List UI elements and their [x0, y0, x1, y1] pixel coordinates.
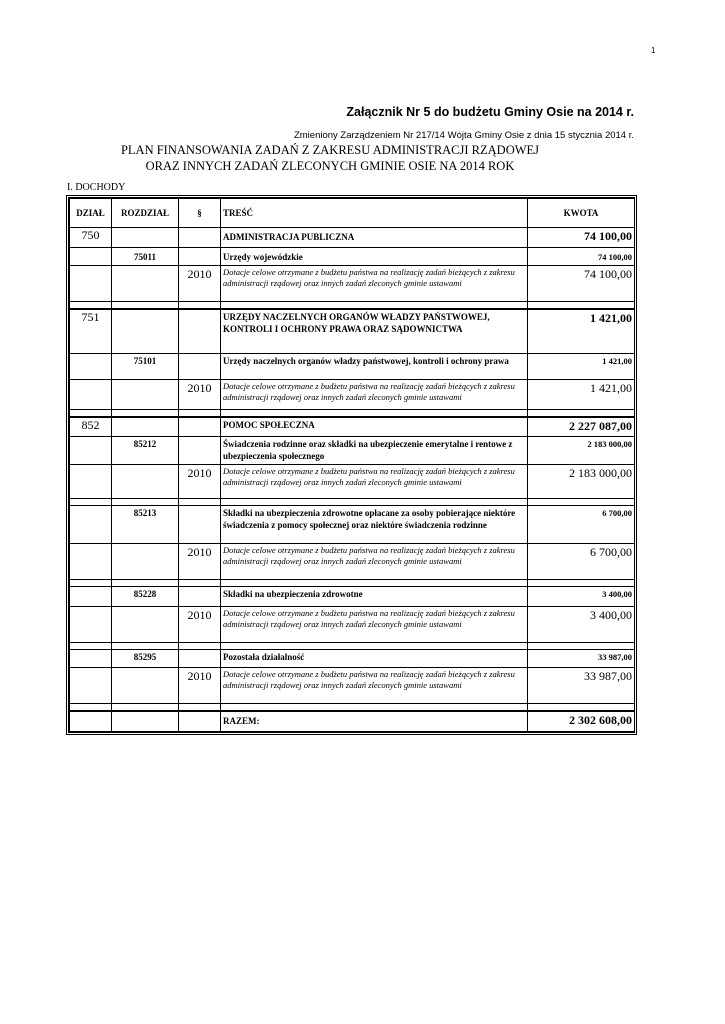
paragraf-row — [70, 465, 635, 499]
paragraf-description: Dotacje celowe otrzymane z budżetu państwa na realizację zadań bieżących z zakresu administracji rządowej oraz innych zadań zleconych gminie ustawami — [221, 465, 528, 499]
amendment-note: Zmieniony Zarządzeniem Nr 217/14 Wójta Gminy Osie z dnia 15 stycznia 2014 r. — [293, 130, 634, 141]
dzial-name: URZĘDY NACZELNYCH ORGANÓW WŁADZY PAŃSTWOWEJ, KONTROLI I OCHRONY PRAWA ORAZ SĄDOWNICTWA — [221, 309, 528, 353]
rozdzial-amount: 33 987,00 — [528, 650, 635, 668]
rozdzial-code: 75011 — [112, 248, 179, 266]
paragraf-row — [70, 607, 635, 643]
spacer-row — [70, 409, 635, 417]
rozdzial-name: Urzędy naczelnych organów władzy państwowej, kontroli i ochrony prawa — [221, 353, 528, 379]
header-kwota: KWOTA — [528, 199, 635, 228]
paragraf-amount: 33 987,00 — [528, 668, 635, 704]
paragraf-amount: 74 100,00 — [528, 266, 635, 302]
dzial-code: 751 — [70, 309, 112, 353]
rozdzial-amount: 3 400,00 — [528, 587, 635, 607]
table-header-row — [70, 199, 635, 228]
paragraf-amount: 2 183 000,00 — [528, 465, 635, 499]
paragraf-row — [70, 668, 635, 704]
rozdzial-amount: 2 183 000,00 — [528, 437, 635, 465]
paragraf-code: 2010 — [179, 379, 221, 409]
dzial-row — [70, 309, 635, 353]
paragraf-row — [70, 266, 635, 302]
rozdzial-name: Składki na ubezpieczenia zdrowotne opłacane za osoby pobierające niektóre świadczenia z pomocy społecznej oraz niektóre świadczenia rodzinne — [221, 506, 528, 544]
dzial-amount: 1 421,00 — [528, 309, 635, 353]
plan-title — [60, 142, 600, 174]
rozdzial-name: Świadczenia rodzinne oraz składki na ubezpieczenie emerytalne i rentowe z ubezpieczenia społecznego — [221, 437, 528, 465]
paragraf-row — [70, 544, 635, 580]
spacer-row — [70, 580, 635, 587]
paragraf-description: Dotacje celowe otrzymane z budżetu państwa na realizację zadań bieżących z zakresu administracji rządowej oraz innych zadań zleconych gminie ustawami — [221, 668, 528, 704]
paragraf-description: Dotacje celowe otrzymane z budżetu państwa na realizację zadań bieżących z zakresu administracji rządowej oraz innych zadań zleconych gminie ustawami — [221, 379, 528, 409]
spacer-row — [70, 499, 635, 506]
plan-title-line-2: ORAZ INNYCH ZADAŃ ZLECONYCH GMINIE OSIE NA 2014 ROK — [145, 159, 515, 173]
spacer-row — [70, 643, 635, 650]
rozdzial-amount: 1 421,00 — [528, 353, 635, 379]
rozdzial-name: Pozostała działalność — [221, 650, 528, 668]
budget-table — [66, 195, 637, 735]
plan-title-line-1: PLAN FINANSOWANIA ZADAŃ Z ZAKRESU ADMINISTRACJI RZĄDOWEJ — [120, 143, 540, 157]
section-label: I. DOCHODY — [67, 182, 126, 193]
dzial-amount: 2 227 087,00 — [528, 417, 635, 437]
rozdzial-name: Składki na ubezpieczenia zdrowotne — [221, 587, 528, 607]
dzial-name: POMOC SPOŁECZNA — [221, 417, 528, 437]
rozdzial-code: 75101 — [112, 353, 179, 379]
rozdzial-amount: 6 700,00 — [528, 506, 635, 544]
paragraf-code: 2010 — [179, 266, 221, 302]
rozdzial-code: 85228 — [112, 587, 179, 607]
dzial-row — [70, 417, 635, 437]
paragraf-code: 2010 — [179, 544, 221, 580]
dzial-code: 852 — [70, 417, 112, 437]
spacer-row — [70, 302, 635, 310]
paragraf-code: 2010 — [179, 607, 221, 643]
rozdzial-name: Urzędy wojewódzkie — [221, 248, 528, 266]
paragraf-amount: 6 700,00 — [528, 544, 635, 580]
header-paragraf: § — [179, 199, 221, 228]
total-label: RAZEM: — [221, 711, 528, 731]
dzial-name: ADMINISTRACJA PUBLICZNA — [221, 228, 528, 248]
rozdzial-row — [70, 650, 635, 668]
paragraf-description: Dotacje celowe otrzymane z budżetu państwa na realizację zadań bieżących z zakresu administracji rządowej oraz innych zadań zleconych gminie ustawami — [221, 607, 528, 643]
header-dzial: DZIAŁ — [70, 199, 112, 228]
paragraf-code: 2010 — [179, 668, 221, 704]
header-tresc: TREŚĆ — [221, 199, 528, 228]
dzial-row — [70, 228, 635, 248]
rozdzial-row — [70, 506, 635, 544]
paragraf-description: Dotacje celowe otrzymane z budżetu państwa na realizację zadań bieżących z zakresu administracji rządowej oraz innych zadań zleconych gminie ustawami — [221, 266, 528, 302]
rozdzial-code: 85212 — [112, 437, 179, 465]
rozdzial-amount: 74 100,00 — [528, 248, 635, 266]
paragraf-description: Dotacje celowe otrzymane z budżetu państwa na realizację zadań bieżących z zakresu administracji rządowej oraz innych zadań zleconych gminie ustawami — [221, 544, 528, 580]
spacer-row — [70, 704, 635, 712]
rozdzial-row — [70, 353, 635, 379]
total-row — [70, 711, 635, 731]
rozdzial-code: 85213 — [112, 506, 179, 544]
paragraf-code: 2010 — [179, 465, 221, 499]
page-number: 1 — [651, 46, 656, 55]
paragraf-amount: 3 400,00 — [528, 607, 635, 643]
total-amount: 2 302 608,00 — [528, 711, 635, 731]
dzial-code: 750 — [70, 228, 112, 248]
rozdzial-code: 85295 — [112, 650, 179, 668]
annex-title: Załącznik Nr 5 do budżetu Gminy Osie na 2014 r. — [346, 105, 634, 119]
paragraf-amount: 1 421,00 — [528, 379, 635, 409]
header-rozdzial: ROZDZIAŁ — [112, 199, 179, 228]
rozdzial-row — [70, 437, 635, 465]
rozdzial-row — [70, 248, 635, 266]
paragraf-row — [70, 379, 635, 409]
dzial-amount: 74 100,00 — [528, 228, 635, 248]
rozdzial-row — [70, 587, 635, 607]
